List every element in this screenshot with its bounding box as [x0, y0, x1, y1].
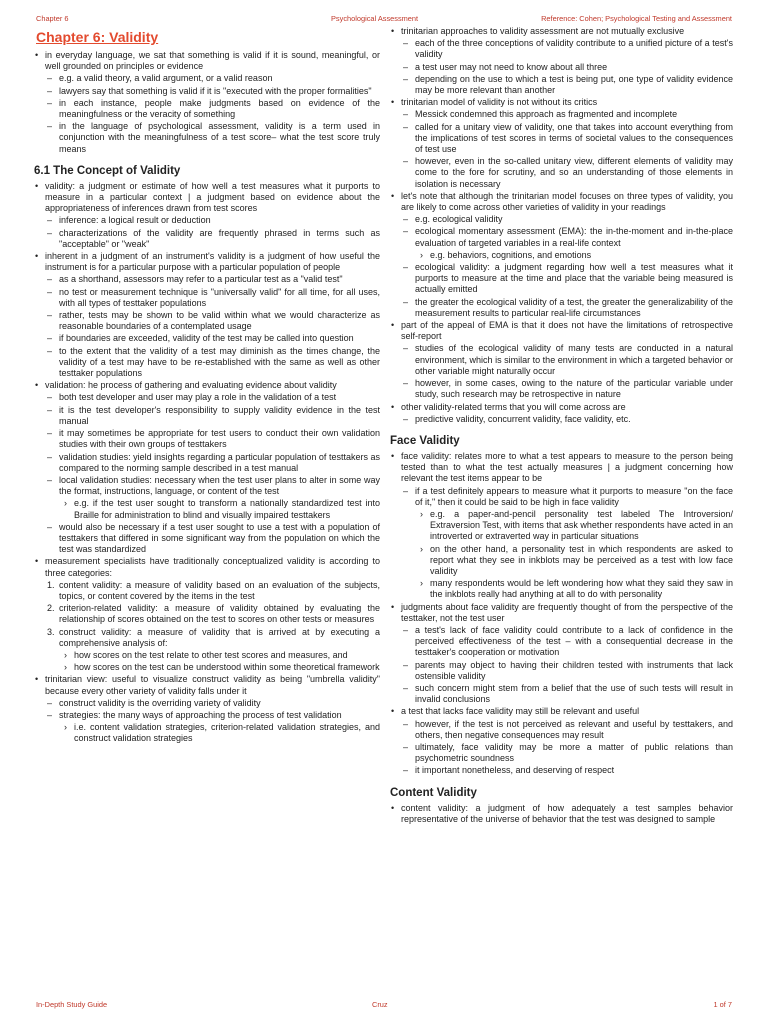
- bullet-item: – e.g. a valid theory, a valid argument, or a valid reason: [34, 73, 380, 84]
- bullet-item: – it is the test developer's responsibility to supply validity evidence in the test manual: [34, 405, 380, 427]
- bullet-item: – studies of the ecological validity of many tests are conducted in a natural environment, which is similar to the environment in which a targeted behavior or other variable might naturally occur: [390, 343, 733, 377]
- bullet-item: – each of the three conceptions of validity contribute to a unified picture of a test's validity: [390, 38, 733, 60]
- bullet-item: – ecological momentary assessment (EMA): the in-the-moment and in-the-place evaluation of targeted variables in a real-life context: [390, 226, 733, 248]
- bullet-item: – however, if the test is not perceived as relevant and useful by testtakers, and others, then negative consequences may result: [390, 719, 733, 741]
- bullet-item: • judgments about face validity are frequently thought of from the perspective of the testtaker, not the test user: [390, 602, 733, 624]
- section-title-face-validity: Face Validity: [390, 434, 460, 447]
- bullet-item: › on the other hand, a personality test in which respondents are asked to report what they see in inkblots may be perceived as a test with low face validity: [390, 544, 733, 578]
- bullet-item: – Messick condemned this approach as fragmented and incomplete: [390, 109, 733, 120]
- section-title-concept: 6.1 The Concept of Validity: [34, 164, 181, 177]
- bullet-item: • validation: he process of gathering and evaluating evidence about validity: [34, 380, 380, 391]
- bullet-item: › e.g. behaviors, cognitions, and emotions: [390, 250, 733, 261]
- bullet-item: – inference: a logical result or deduction: [34, 215, 380, 226]
- bullet-item: • face validity: relates more to what a test appears to measure to the person being tested than to what the test actually measures | a judgment concerning how relevant the test items appear to be: [390, 451, 733, 485]
- bullet-item: – however, even in the so-called unitary view, different elements of validity may come to the fore for scrutiny, and so an understanding of those elements in isolation is necessary: [390, 156, 733, 190]
- bullet-item: • other validity-related terms that you will come across are: [390, 402, 733, 413]
- header-reference: Reference: Cohen; Psychological Testing and Assessment: [541, 14, 732, 23]
- bullet-item: – depending on the use to which a test is being put, one type of validity evidence may be more relevant than another: [390, 74, 733, 96]
- bullet-item: – the greater the ecological validity of a test, the greater the generalizability of the measurement results to particular real-life circumstances: [390, 297, 733, 319]
- bullet-item: – ultimately, face validity may be more a matter of public relations than psychometric soundness: [390, 742, 733, 764]
- bullet-item: – strategies: the many ways of approaching the process of test validation: [34, 710, 380, 721]
- bullet-item: – parents may object to having their children tested with instruments that lack ostensible validity: [390, 660, 733, 682]
- section-title-content-validity: Content Validity: [390, 786, 477, 799]
- bullet-item: 1. content validity: a measure of validity based on an evaluation of the subjects, topics, or content covered by the items in the test: [34, 580, 380, 602]
- bullet-item: • in everyday language, we sat that something is valid if it is sound, meaningful, or well grounded on principles or evidence: [34, 50, 380, 72]
- bullet-item: • inherent in a judgment of an instrument's validity is a judgment of how useful the instrument is for a particular purpose with a particular population of people: [34, 251, 380, 273]
- trinitarian-list: [390, 26, 733, 425]
- bullet-item: – in the language of psychological assessment, validity is a term used in conjunction with the meaningfulness of a test score– what the test score truly means: [34, 121, 380, 155]
- bullet-item: • let's note that although the trinitarian model focuses on three types of validity, you are likely to come across other varieties of validity in your readings: [390, 191, 733, 213]
- footer-guide: In-Depth Study Guide: [36, 1000, 108, 1009]
- content-validity-list: [390, 803, 733, 825]
- footer-page-number: 1 of 7: [713, 1000, 732, 1009]
- bullet-item: – validation studies: yield insights regarding a particular population of testtakers as compared to the norming sample described in a test manual: [34, 452, 380, 474]
- bullet-item: – if boundaries are exceeded, validity of the test may be called into question: [34, 333, 380, 344]
- bullet-item: – if a test definitely appears to measure what it purports to measure "on the face of it," then it could be said to be high in face validity: [390, 486, 733, 508]
- right-column: [390, 26, 733, 826]
- bullet-item: – to the extent that the validity of a test may diminish as the times change, the validity of a test may have to be re-established with the same as well as other testtaker populations: [34, 346, 380, 380]
- face-validity-list: [390, 451, 733, 777]
- bullet-item: • trinitarian approaches to validity assessment are not mutually exclusive: [390, 26, 733, 37]
- footer-author: Cruz: [372, 1000, 388, 1009]
- bullet-item: – construct validity is the overriding variety of validity: [34, 698, 380, 709]
- bullet-item: – both test developer and user may play a role in the validation of a test: [34, 392, 380, 403]
- bullet-item: – predictive validity, concurrent validity, face validity, etc.: [390, 414, 733, 425]
- bullet-item: 3. construct validity: a measure of validity that is arrived at by executing a comprehensive analysis of:: [34, 627, 380, 649]
- bullet-item: – characterizations of the validity are frequently phrased in terms such as "acceptable" or "weak": [34, 228, 380, 250]
- bullet-item: – would also be necessary if a test user sought to use a test with a population of testtakers that differed in some significant way from the population on which the test was standardized: [34, 522, 380, 556]
- bullet-item: – such concern might stem from a belief that the use of such tests will result in invalid conclusions: [390, 683, 733, 705]
- intro-list: [34, 50, 380, 155]
- bullet-item: – a test user may not need to know about all three: [390, 62, 733, 73]
- bullet-item: – it important nonetheless, and deserving of respect: [390, 765, 733, 776]
- bullet-item: • trinitarian model of validity is not without its critics: [390, 97, 733, 108]
- bullet-item: › many respondents would be left wondering how what they said they saw in the inkblots really had anything at all to do with personality: [390, 578, 733, 600]
- bullet-item: • trinitarian view: useful to visualize construct validity as being "umbrella validity" because every other variety of validity falls under it: [34, 674, 380, 696]
- bullet-item: • measurement specialists have traditionally conceptualized validity is according to three categories:: [34, 556, 380, 578]
- bullet-item: – lawyers say that something is valid if it is "executed with the proper formalities": [34, 86, 380, 97]
- left-column: [34, 26, 380, 746]
- bullet-item: – local validation studies: necessary when the test user plans to alter in some way the format, instructions, language, or content of the test: [34, 475, 380, 497]
- bullet-item: – however, in some cases, owing to the nature of the particular variable under study, such research may be retrospective in nature: [390, 378, 733, 400]
- bullet-item: › e.g. if the test user sought to transform a nationally standardized test into Braille for administration to blind and visually impaired testtakers: [34, 498, 380, 520]
- bullet-item: – ecological validity: a judgment regarding how well a test measures what it purports to measure at the time and place that the variable being measured is actually emitted: [390, 262, 733, 296]
- bullet-item: • a test that lacks face validity may still be relevant and useful: [390, 706, 733, 717]
- bullet-item: • validity: a judgment or estimate of how well a test measures what it purports to measure in a particular context | a judgment based on evidence about the appropriateness of inferences drawn from test scores: [34, 181, 380, 215]
- bullet-item: › e.g. a paper-and-pencil personality test labeled The Introversion/ Extraversion Test, with items that ask whether respondents have acted in an introverted or extraverted way in particular situations: [390, 509, 733, 543]
- chapter-title: Chapter 6: Validity: [36, 29, 159, 45]
- bullet-item: – a test's lack of face validity could contribute to a lack of confidence in the perceived effectiveness of the test – with a consequential decrease in the testtaker's cooperation or motivation: [390, 625, 733, 659]
- header-course: Psychological Assessment: [331, 14, 419, 23]
- bullet-item: – in each instance, people make judgments based on evidence of the meaningfulness or the veracity of something: [34, 98, 380, 120]
- bullet-item: – called for a unitary view of validity, one that takes into account everything from the implications of test scores in terms of societal values to the consequences of test use: [390, 122, 733, 156]
- bullet-item: • content validity: a judgment of how adequately a test samples behavior representative of the universe of behavior that the test was designed to sample: [390, 803, 733, 825]
- bullet-item: › i.e. content validation strategies, criterion-related validation strategies, and construct validation strategies: [34, 722, 380, 744]
- bullet-item: › how scores on the test relate to other test scores and measures, and: [34, 650, 380, 661]
- bullet-item: 2. criterion-related validity: a measure of validity obtained by evaluating the relationship of scores obtained on the test to scores on other tests or measures: [34, 603, 380, 625]
- bullet-item: – e.g. ecological validity: [390, 214, 733, 225]
- bullet-item: › how scores on the test can be understood within some theoretical framework: [34, 662, 380, 673]
- bullet-item: – rather, tests may be shown to be valid within what we would characterize as reasonable boundaries of a contemplated usage: [34, 310, 380, 332]
- bullet-item: • part of the appeal of EMA is that it does not have the limitations of retrospective self-report: [390, 320, 733, 342]
- bullet-item: – no test or measurement technique is "universally valid" for all time, for all uses, with all types of testtaker populations: [34, 287, 380, 309]
- bullet-item: – it may sometimes be appropriate for test users to conduct their own validation studies with their own groups of testtakers: [34, 428, 380, 450]
- concept-list: [34, 181, 380, 745]
- bullet-item: – as a shorthand, assessors may refer to a particular test as a "valid test": [34, 274, 380, 285]
- header-chapter: Chapter 6: [36, 14, 69, 23]
